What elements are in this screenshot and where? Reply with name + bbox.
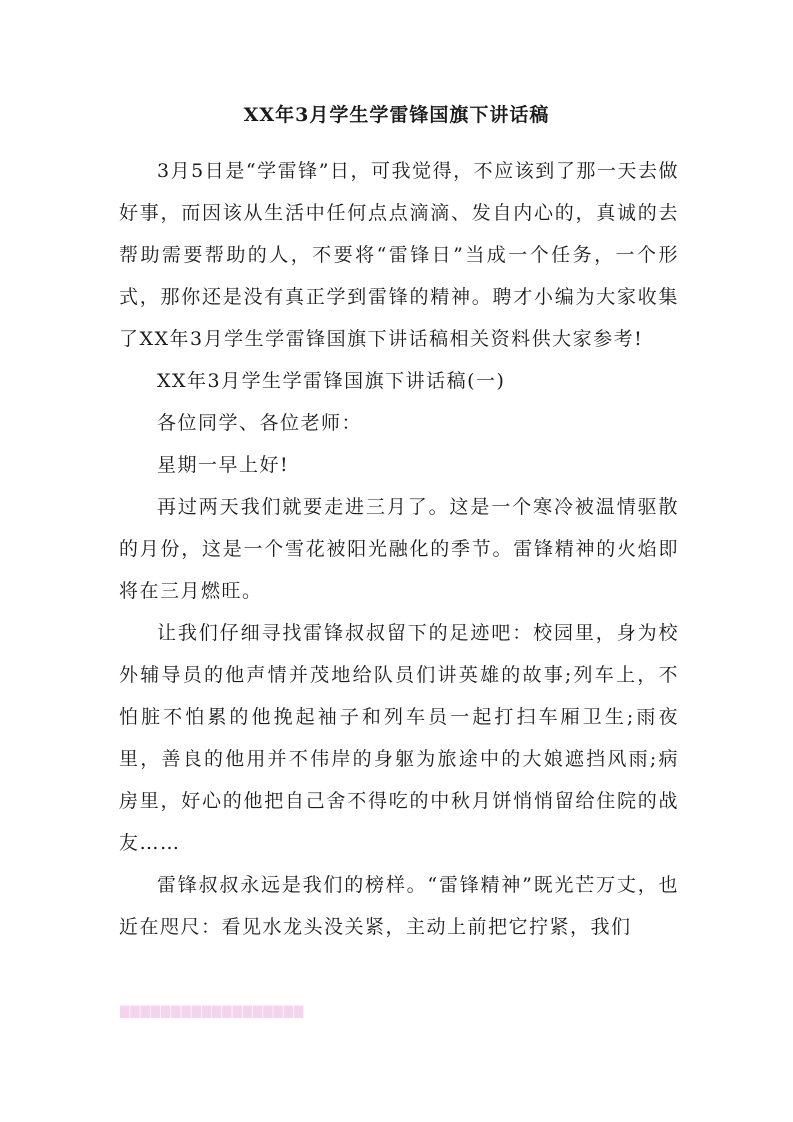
section-heading: XX年3月学生学雷锋国旗下讲话稿(一): [157, 370, 506, 392]
body-paragraph: 雷锋叔叔永远是我们的榜样。“雷锋精神”既光芒万丈，也近在咫尺：看见水龙头没关紧，主动上前把它拧紧，我们: [119, 874, 679, 938]
intro-paragraph: 3月5日是“学雷锋”日，可我觉得，不应该到了那一天去做好事，而因该从生活中任何点点滴滴、发自内心的，真诚的去帮助需要帮助的人，不要将“雷锋日”当成一个任务，一个形式，那你还是没有真正学到雷锋的精神。聘才小编为大家收集了XX年3月学生学雷锋国旗下讲话稿相关资料供大家参考!: [119, 160, 679, 350]
body-paragraph: 让我们仔细寻找雷锋叔叔留下的足迹吧：校园里，身为校外辅导员的他声情并茂地给队员们讲英雄的故事;列车上，不怕脏不怕累的他挽起袖子和列车员一起打扫车厢卫生;雨夜里，善良的他用并不伟岸的身躯为旅途中的大娘遮挡风雨;病房里，好心的他把自己舍不得吃的中秋月饼悄悄留给住院的战友……: [119, 622, 679, 854]
greeting: 星期一早上好!: [157, 454, 290, 476]
document-title: XX年3月学生学雷锋国旗下讲话稿: [243, 104, 550, 126]
faint-watermark: ▇▇▇▇▇▇▇▇▇▇▇▇▇▇▇▇▇▇: [120, 1004, 305, 1018]
body-paragraph: 再过两天我们就要走进三月了。这是一个寒冷被温情驱散的月份，这是一个雪花被阳光融化的季节。雷锋精神的火焰即将在三月燃旺。: [119, 496, 679, 602]
document-body: [119, 150, 679, 948]
salutation: 各位同学、各位老师：: [157, 412, 363, 434]
